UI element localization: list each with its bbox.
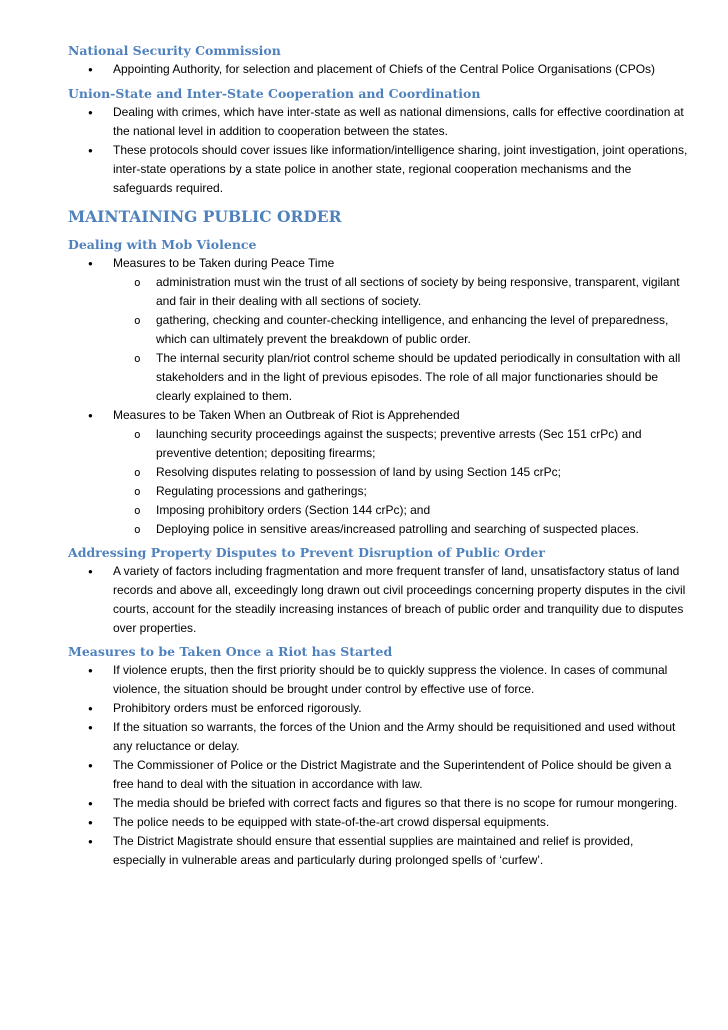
list-item [113, 254, 688, 406]
list-item: ● These protocols should cover issues like information/intelligence sharing, joint investigation, joint operations, inter-state operations by a state police in another state, regional cooperation mechanisms and the safeguards required. [113, 141, 688, 198]
heading-national-security-commission: National Security Commission [68, 43, 281, 58]
list-item: ● The media should be briefed with correct facts and figures so that there is no scope for rumour mongering. [113, 794, 688, 813]
list-item: ● If the situation so warrants, the forces of the Union and the Army should be requisitioned and used without any reluctance or delay. [113, 718, 688, 756]
heading-union-state-cooperation: Union-State and Inter-State Cooperation and Coordination [68, 86, 481, 101]
riot-measures-list [68, 661, 688, 870]
sub-list-item: o gathering, checking and counter-checking intelligence, and enhancing the level of preparedness, which can ultimately prevent the breakdown of public order. [156, 311, 688, 349]
list-item: ● The police needs to be equipped with state-of-the-art crowd dispersal equipments. [113, 813, 688, 832]
peace-time-label: Measures to be Taken during Peace Time [113, 256, 335, 270]
property-disputes-list [68, 562, 688, 638]
list-item [113, 406, 688, 539]
list-item: ● The Commissioner of Police or the District Magistrate and the Superintendent of Police should be given a free hand to deal with the situation in accordance with law. [113, 756, 688, 794]
list-item: ● A variety of factors including fragmentation and more frequent transfer of land, unsatisfactory status of land records and above all, exceedingly long drawn out civil proceedings concerning property disputes in the civil courts, account for the steadily increasing instances of breach of public order and tranquility due to disputes over properties. [113, 562, 688, 638]
sub-list-item: o Resolving disputes relating to possession of land by using Section 145 crPc; [156, 463, 688, 482]
sub-list-item: o Deploying police in sensitive areas/increased patrolling and searching of suspected places. [156, 520, 688, 539]
list-item: ● Prohibitory orders must be enforced rigorously. [113, 699, 688, 718]
outbreak-sublist [113, 425, 688, 539]
heading-property-disputes: Addressing Property Disputes to Prevent Disruption of Public Order [68, 545, 545, 560]
sub-list-item: o Regulating processions and gatherings; [156, 482, 688, 501]
national-security-list [68, 60, 688, 79]
heading-dealing-with-mob-violence: Dealing with Mob Violence [68, 237, 257, 252]
sub-list-item: o The internal security plan/riot control scheme should be updated periodically in consultation with all stakeholders and in the light of previous episodes. The role of all major functionaries should be clearly explained to them. [156, 349, 688, 406]
list-item: ● If violence erupts, then the first priority should be to quickly suppress the violence. In cases of communal violence, the situation should be brought under control by effective use of force. [113, 661, 688, 699]
outbreak-label: Measures to be Taken When an Outbreak of Riot is Apprehended [113, 408, 460, 422]
sub-list-item: o launching security proceedings against the suspects; preventive arrests (Sec 151 crPc) and preventive detention; depositing firearms; [156, 425, 688, 463]
list-item: ● The District Magistrate should ensure that essential supplies are maintained and relief is provided, especially in vulnerable areas and particularly during prolonged spells of ‘curfew’. [113, 832, 688, 870]
heading-maintaining-public-order: MAINTAINING PUBLIC ORDER [68, 207, 342, 226]
sub-list-item: o Imposing prohibitory orders (Section 144 crPc); and [156, 501, 688, 520]
mob-violence-list [68, 254, 688, 539]
list-item: ● Appointing Authority, for selection and placement of Chiefs of the Central Police Organisations (CPOs) [113, 60, 688, 79]
peace-time-sublist [113, 273, 688, 406]
sub-list-item: o administration must win the trust of all sections of society by being responsive, transparent, vigilant and fair in their dealing with all sections of society. [156, 273, 688, 311]
union-state-list [68, 103, 688, 198]
heading-riot-started: Measures to be Taken Once a Riot has Started [68, 644, 393, 659]
list-item: ● Dealing with crimes, which have inter-state as well as national dimensions, calls for effective coordination at the national level in addition to cooperation between the states. [113, 103, 688, 141]
